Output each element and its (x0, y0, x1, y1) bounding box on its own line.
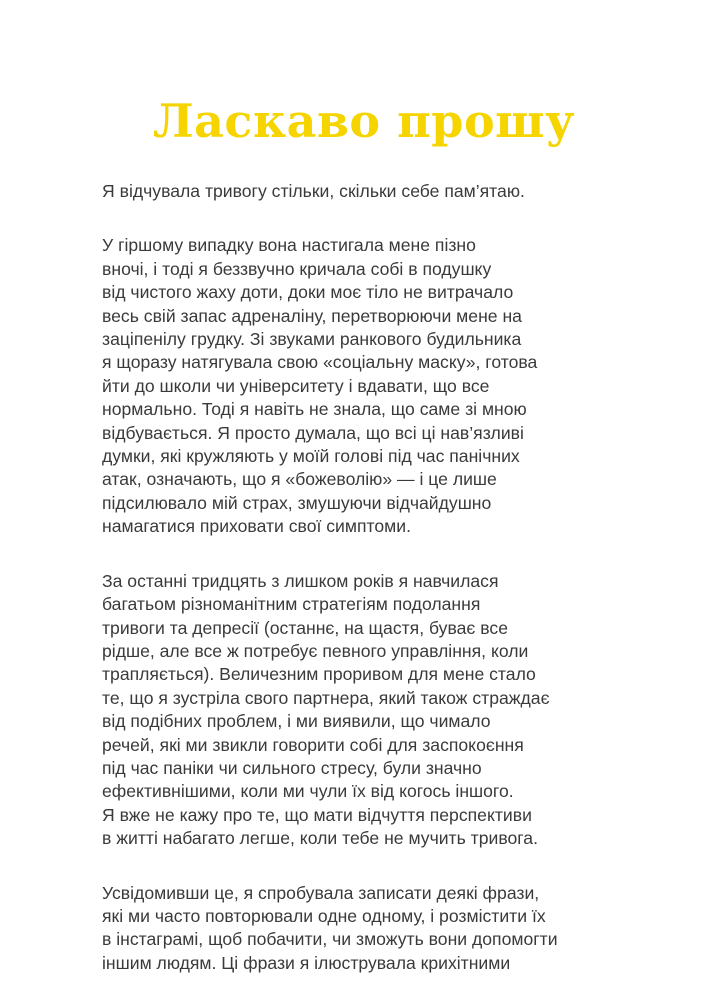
text-line: в інстаграмі, щоб побачити, чи зможуть вони допомогти (102, 929, 558, 950)
text-line: вночі, і тоді я беззвучно кричала собі в подушку (102, 258, 492, 279)
text-line: Я вже не кажу про те, що мати відчуття перспективи (102, 804, 532, 825)
text-line: ефективнішими, коли ми чули їх від когось іншого. (102, 781, 514, 802)
text-line: атак, означають, що я «божеволію» — і це лише (102, 469, 497, 490)
body-text (102, 180, 622, 1006)
text-line: від чистого жаху доти, доки моє тіло не витрачало (102, 282, 514, 303)
text-line: йти до школи чи університету і вдавати, що все (102, 375, 490, 396)
text-line: я щоразу натягувала свою «соціальну маску», готова (102, 352, 538, 373)
text-line: відбувається. Я просто думала, що всі ці нав’язливі (102, 422, 524, 443)
text-line: під час паніки чи сильного стресу, були значно (102, 757, 482, 778)
text-line: в житті набагато легше, коли тебе не мучить тривога. (102, 828, 538, 849)
text-line: Усвідомивши це, я спробувала записати деякі фрази, (102, 882, 540, 903)
text-line: те, що я зустріла свого партнера, який також страждає (102, 687, 550, 708)
paragraph-3 (102, 570, 622, 851)
text-line: трапляється). Величезним проривом для мене стало (102, 664, 536, 685)
paragraph-1 (102, 180, 622, 203)
text-line: які ми часто повторювали одне одному, і розмістити їх (102, 905, 546, 926)
text-line: підсилювало мій страх, змушуючи відчайдушно (102, 492, 492, 513)
text-line: За останні тридцять з лишком років я навчилася (102, 570, 499, 591)
text-line: багатьом різноманітним стратегіям подолання (102, 594, 481, 615)
paragraph-4 (102, 882, 622, 976)
text-line: думки, які кружляють у моїй голові під час панічних (102, 446, 520, 467)
text-line: заціпенілу грудку. Зі звуками ранкового будильника (102, 329, 522, 350)
text-line: рідше, але все ж потребує певного управління, коли (102, 640, 529, 661)
text-line: У гіршому випадку вона настигала мене пізно (102, 235, 476, 256)
text-line: тривоги та депресії (останнє, на щастя, буває все (102, 617, 508, 638)
text-line: від подібних проблем, і ми виявили, що чимало (102, 711, 491, 732)
text-line: іншим людям. Ці фрази я ілюструвала крихітними (102, 952, 511, 973)
text-line: Я відчувала тривогу стільки, скільки себе пам’ятаю. (102, 181, 525, 201)
page-title: Ласкаво прошу (152, 94, 576, 148)
paragraph-2 (102, 234, 622, 538)
text-line: намагатися приховати свої симптоми. (102, 516, 411, 537)
text-line: нормально. Тоді я навіть не знала, що саме зі мною (102, 399, 527, 420)
text-line: весь свій запас адреналіну, перетворюючи мене на (102, 305, 522, 326)
text-line: речей, які ми звикли говорити собі для заспокоєння (102, 734, 524, 755)
